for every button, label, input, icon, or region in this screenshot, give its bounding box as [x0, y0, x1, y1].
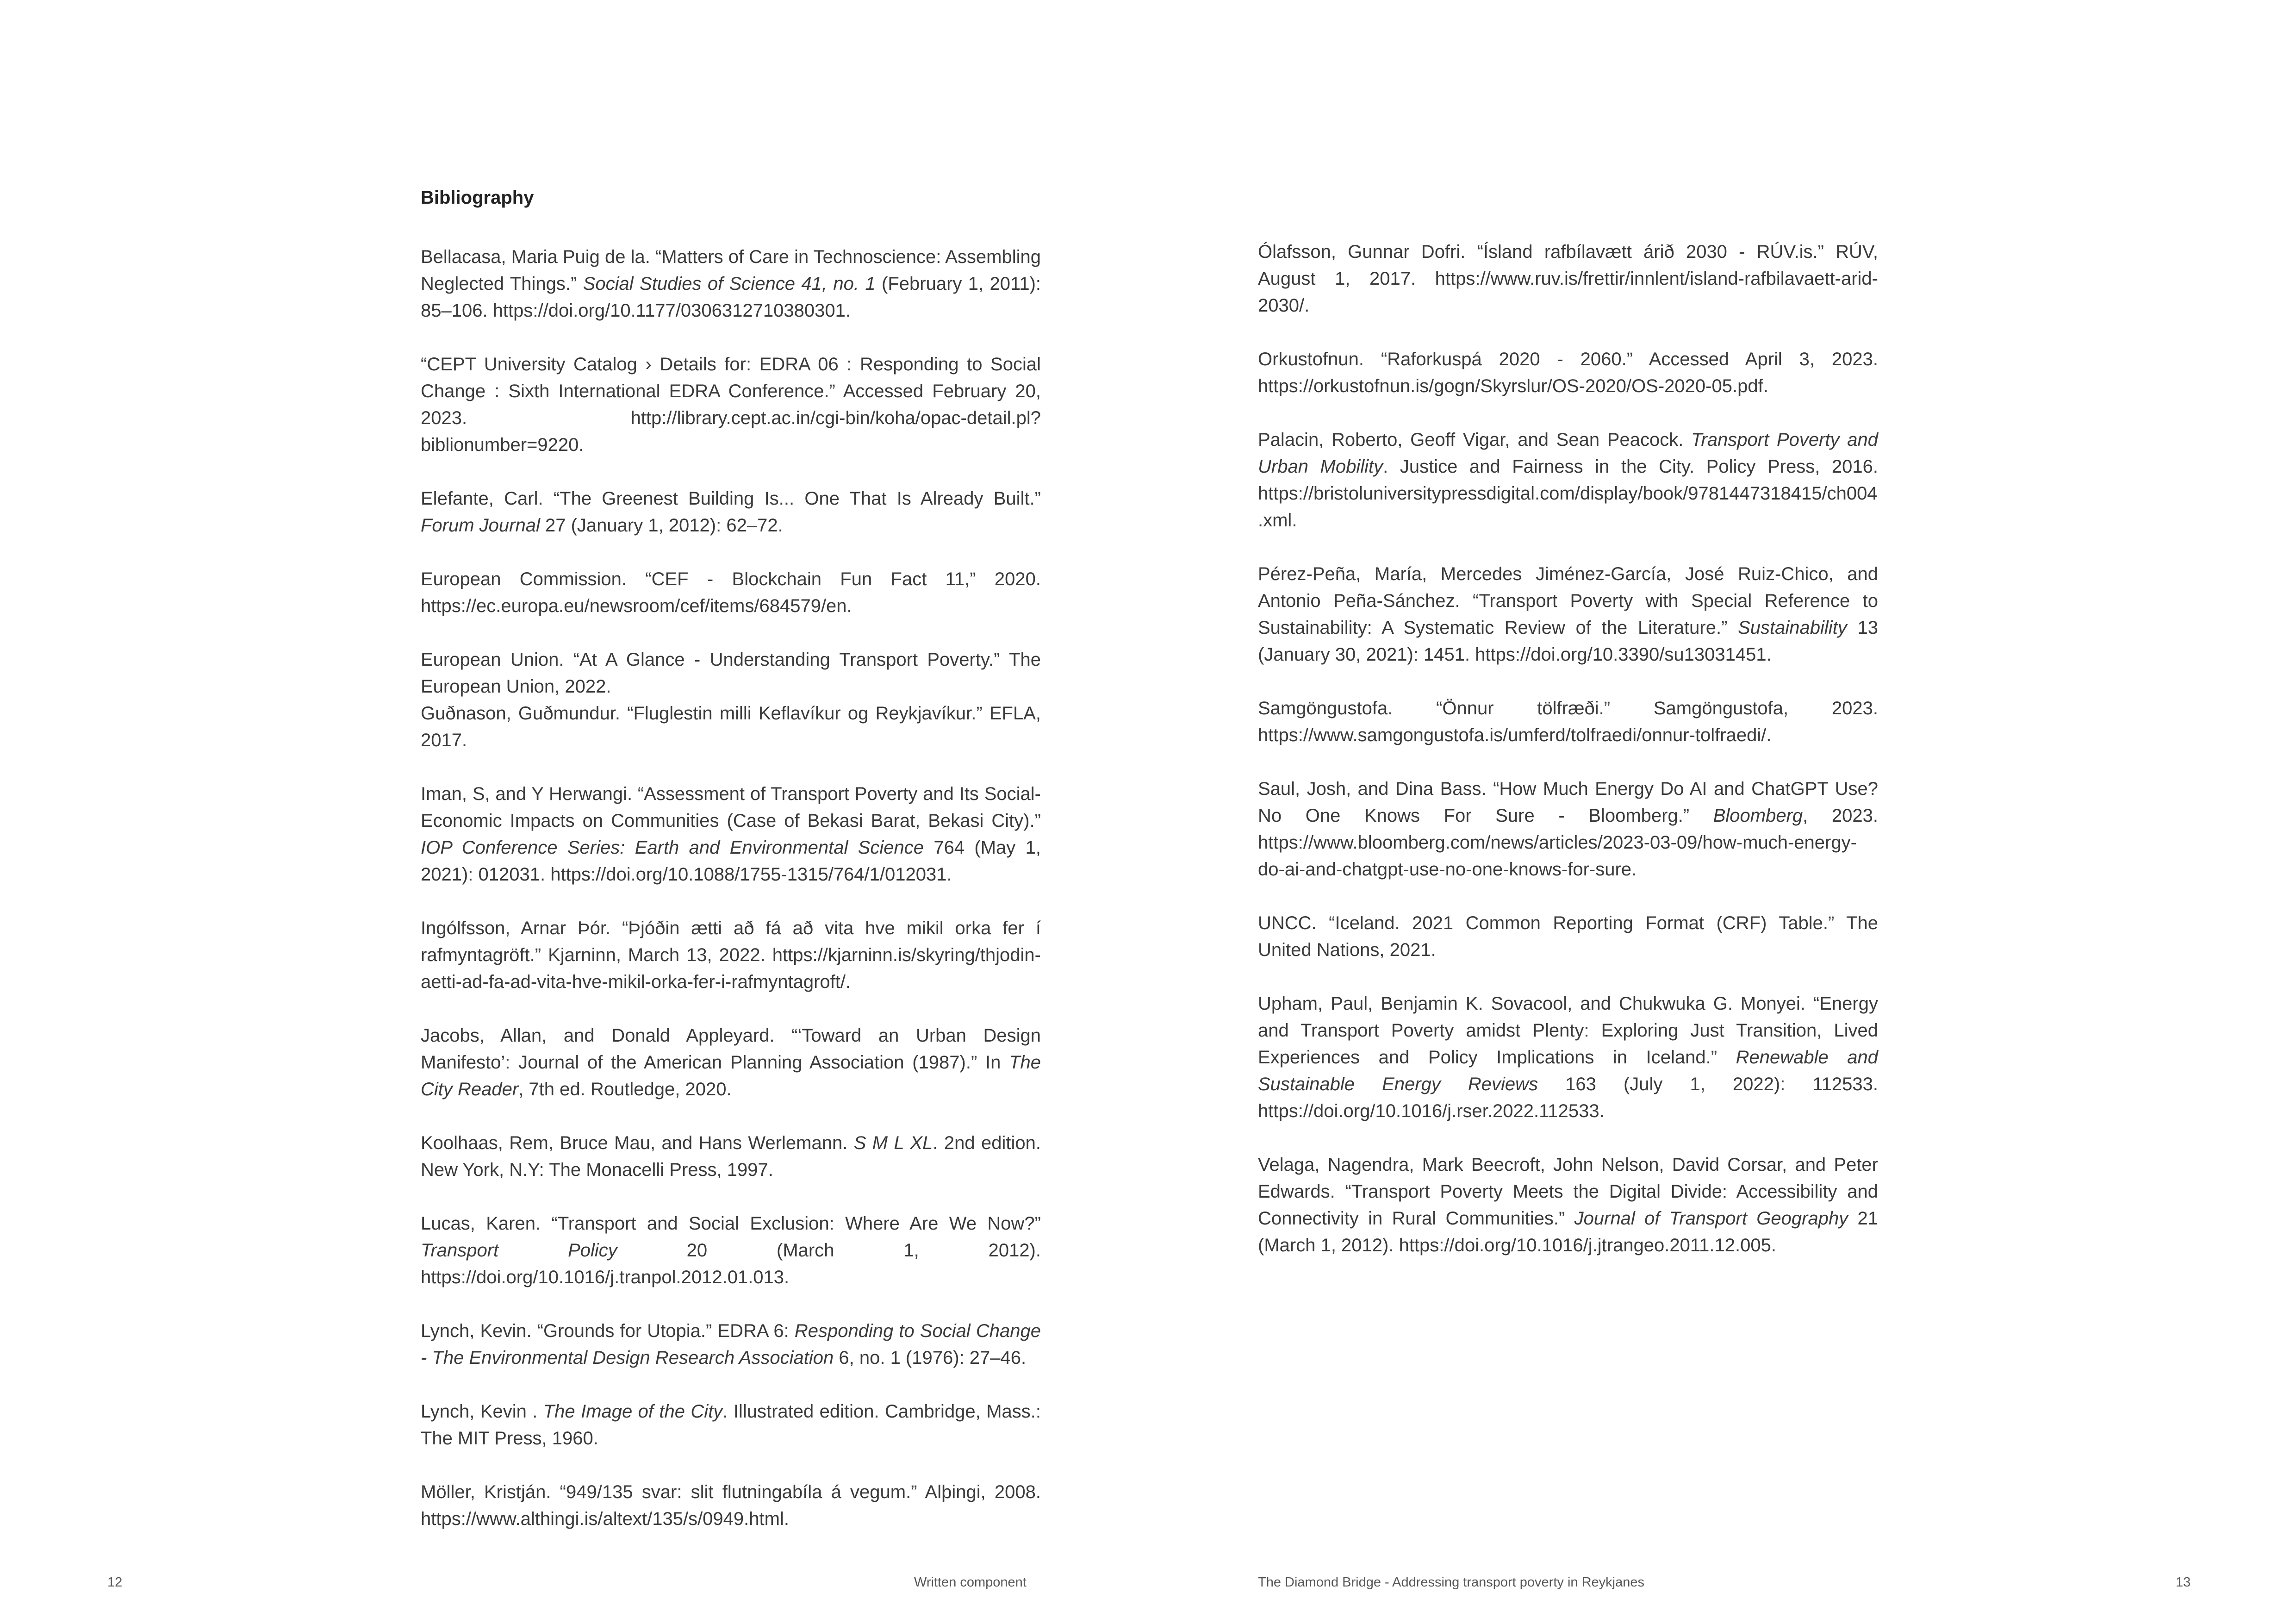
bibliography-entry: Koolhaas, Rem, Bruce Mau, and Hans Werlemann. S M L XL. 2nd edition. New York, N.Y: The Monacelli Press, 1997. [421, 1133, 1041, 1180]
bibliography-entry: Elefante, Carl. “The Greenest Building Is... One That Is Already Built.” Forum Journal 27 (January 1, 2012): 62–72. [421, 488, 1041, 536]
bibliography-entry: Velaga, Nagendra, Mark Beecroft, John Nelson, David Corsar, and Peter Edwards. “Transport Poverty Meets the Digital Divide: Accessibility and Connectivity in Rural Communities.” Journal of Transport Geography 21 (March 1, 2012). https://doi.org/10.1016/j.jtrangeo.2011.12.005. [1258, 1155, 1878, 1255]
right-footer-label: The Diamond Bridge - Addressing transport poverty in Reykjanes [1258, 1575, 1644, 1590]
bibliography-entry: Palacin, Roberto, Geoff Vigar, and Sean Peacock. Transport Poverty and Urban Mobility. Justice and Fairness in the City. Policy Press, 2016. https://bristoluniversitypressdigital.com/display/book/9781447318415/ch004.xml. [1258, 430, 1878, 531]
bibliography-entry: “CEPT University Catalog › Details for: EDRA 06 : Responding to Social Change : Sixth International EDRA Conference.” Accessed February 20, 2023. http://library.cept.ac.in/cgi-bin/koha/opac-detail.pl?biblionumber=9220. [421, 354, 1041, 455]
right-page-number: 13 [2176, 1575, 2191, 1590]
bibliography-entry: Jacobs, Allan, and Donald Appleyard. “‘Toward an Urban Design Manifesto’: Journal of the American Planning Association (1987).” In The City Reader, 7th ed. Routledge, 2020. [421, 1025, 1041, 1099]
bibliography-entry: Ólafsson, Gunnar Dofri. “Ísland rafbílavætt árið 2030 - RÚV.is.” RÚV, August 1, 2017. https://www.ruv.is/frettir/innlent/island-rafbilavaett-arid-2030/. [1258, 242, 1878, 316]
bibliography-entry: Pérez-Peña, María, Mercedes Jiménez-García, José Ruiz-Chico, and Antonio Peña-Sánchez. “Transport Poverty with Special Reference to Sustainability: A Systematic Review of the Literature.” Sustainability 13 (January 30, 2021): 1451. https://doi.org/10.3390/su13031451. [1258, 564, 1879, 665]
right-page-column [1258, 238, 1878, 1286]
bibliography-heading: Bibliography [421, 187, 534, 208]
bibliography-entry: European Union. “At A Glance - Understanding Transport Poverty.” The European Union, 2022. [421, 650, 1041, 697]
left-footer-label: Written component [914, 1575, 1027, 1590]
left-page-column [421, 184, 1041, 1559]
bibliography-entry: Ingólfsson, Arnar Þór. “Þjóðin ætti að fá að vita hve mikil orka fer í rafmyntagröft.” Kjarninn, March 13, 2022. https://kjarninn.is/skyring/thjodin-aetti-ad-fa-ad-vita-hve-mikil-orka-fer-i-rafmyntagroft/. [421, 918, 1041, 992]
left-page-number: 12 [107, 1575, 123, 1590]
bibliography-entry: Orkustofnun. “Raforkuspá 2020 - 2060.” Accessed April 3, 2023. https://orkustofnun.is/gogn/Skyrslur/OS-2020/OS-2020-05.pdf. [1258, 349, 1878, 396]
bibliography-entry: Lynch, Kevin . The Image of the City. Illustrated edition. Cambridge, Mass.: The MIT Press, 1960. [421, 1401, 1041, 1449]
bibliography-entry: Bellacasa, Maria Puig de la. “Matters of Care in Technoscience: Assembling Neglected Things.” Social Studies of Science 41, no. 1 (February 1, 2011): 85–106. https://doi.org/10.1177/0306312710380301. [421, 247, 1041, 321]
bibliography-entry: Lynch, Kevin. “Grounds for Utopia.” EDRA 6: Responding to Social Change - The Environmental Design Research Association 6, no. 1 (1976): 27–46. [421, 1321, 1041, 1368]
bibliography-entry: Lucas, Karen. “Transport and Social Exclusion: Where Are We Now?” Transport Policy 20 (March 1, 2012). https://doi.org/10.1016/j.tranpol.2012.01.013. [421, 1213, 1041, 1287]
bibliography-entry: Saul, Josh, and Dina Bass. “How Much Energy Do AI and ChatGPT Use? No One Knows For Sure - Bloomberg.” Bloomberg, 2023. https://www.bloomberg.com/news/articles/2023-03-09/how-much-energy-do-ai-and-chatgpt-use-no-one-knows-for-sure. [1258, 779, 1878, 880]
bibliography-entry: Iman, S, and Y Herwangi. “Assessment of Transport Poverty and Its Social-Economic Impacts on Communities (Case of Bekasi Barat, Bekasi City).” IOP Conference Series: Earth and Environmental Science 764 (May 1, 2021): 012031. https://doi.org/10.1088/1755-1315/764/1/012031. [421, 784, 1041, 885]
bibliography-entry: European Commission. “CEF - Blockchain Fun Fact 11,” 2020. https://ec.europa.eu/newsroom/cef/items/684579/en. [421, 569, 1041, 616]
bibliography-entry: Samgöngustofa. “Önnur tölfræði.” Samgöngustofa, 2023. https://www.samgongustofa.is/umferd/tolfraedi/onnur-tolfraedi/. [1258, 698, 1878, 745]
bibliography-entry: Möller, Kristján. “949/135 svar: slit flutningabíla á vegum.” Alþingi, 2008. https://www.althingi.is/altext/135/s/0949.html. [421, 1482, 1041, 1529]
bibliography-entry: Guðnason, Guðmundur. “Fluglestin milli Keflavíkur og Reykjavíkur.” EFLA, 2017. [421, 703, 1041, 750]
bibliography-entry: Upham, Paul, Benjamin K. Sovacool, and Chukwuka G. Monyei. “Energy and Transport Poverty amidst Plenty: Exploring Just Transition, Lived Experiences and Policy Implications in Iceland.” Renewable and Sustainable Energy Reviews 163 (July 1, 2022): 112533. https://doi.org/10.1016/j.rser.2022.112533. [1258, 993, 1878, 1121]
bibliography-entry: UNCC. “Iceland. 2021 Common Reporting Format (CRF) Table.” The United Nations, 2021. [1258, 913, 1878, 960]
